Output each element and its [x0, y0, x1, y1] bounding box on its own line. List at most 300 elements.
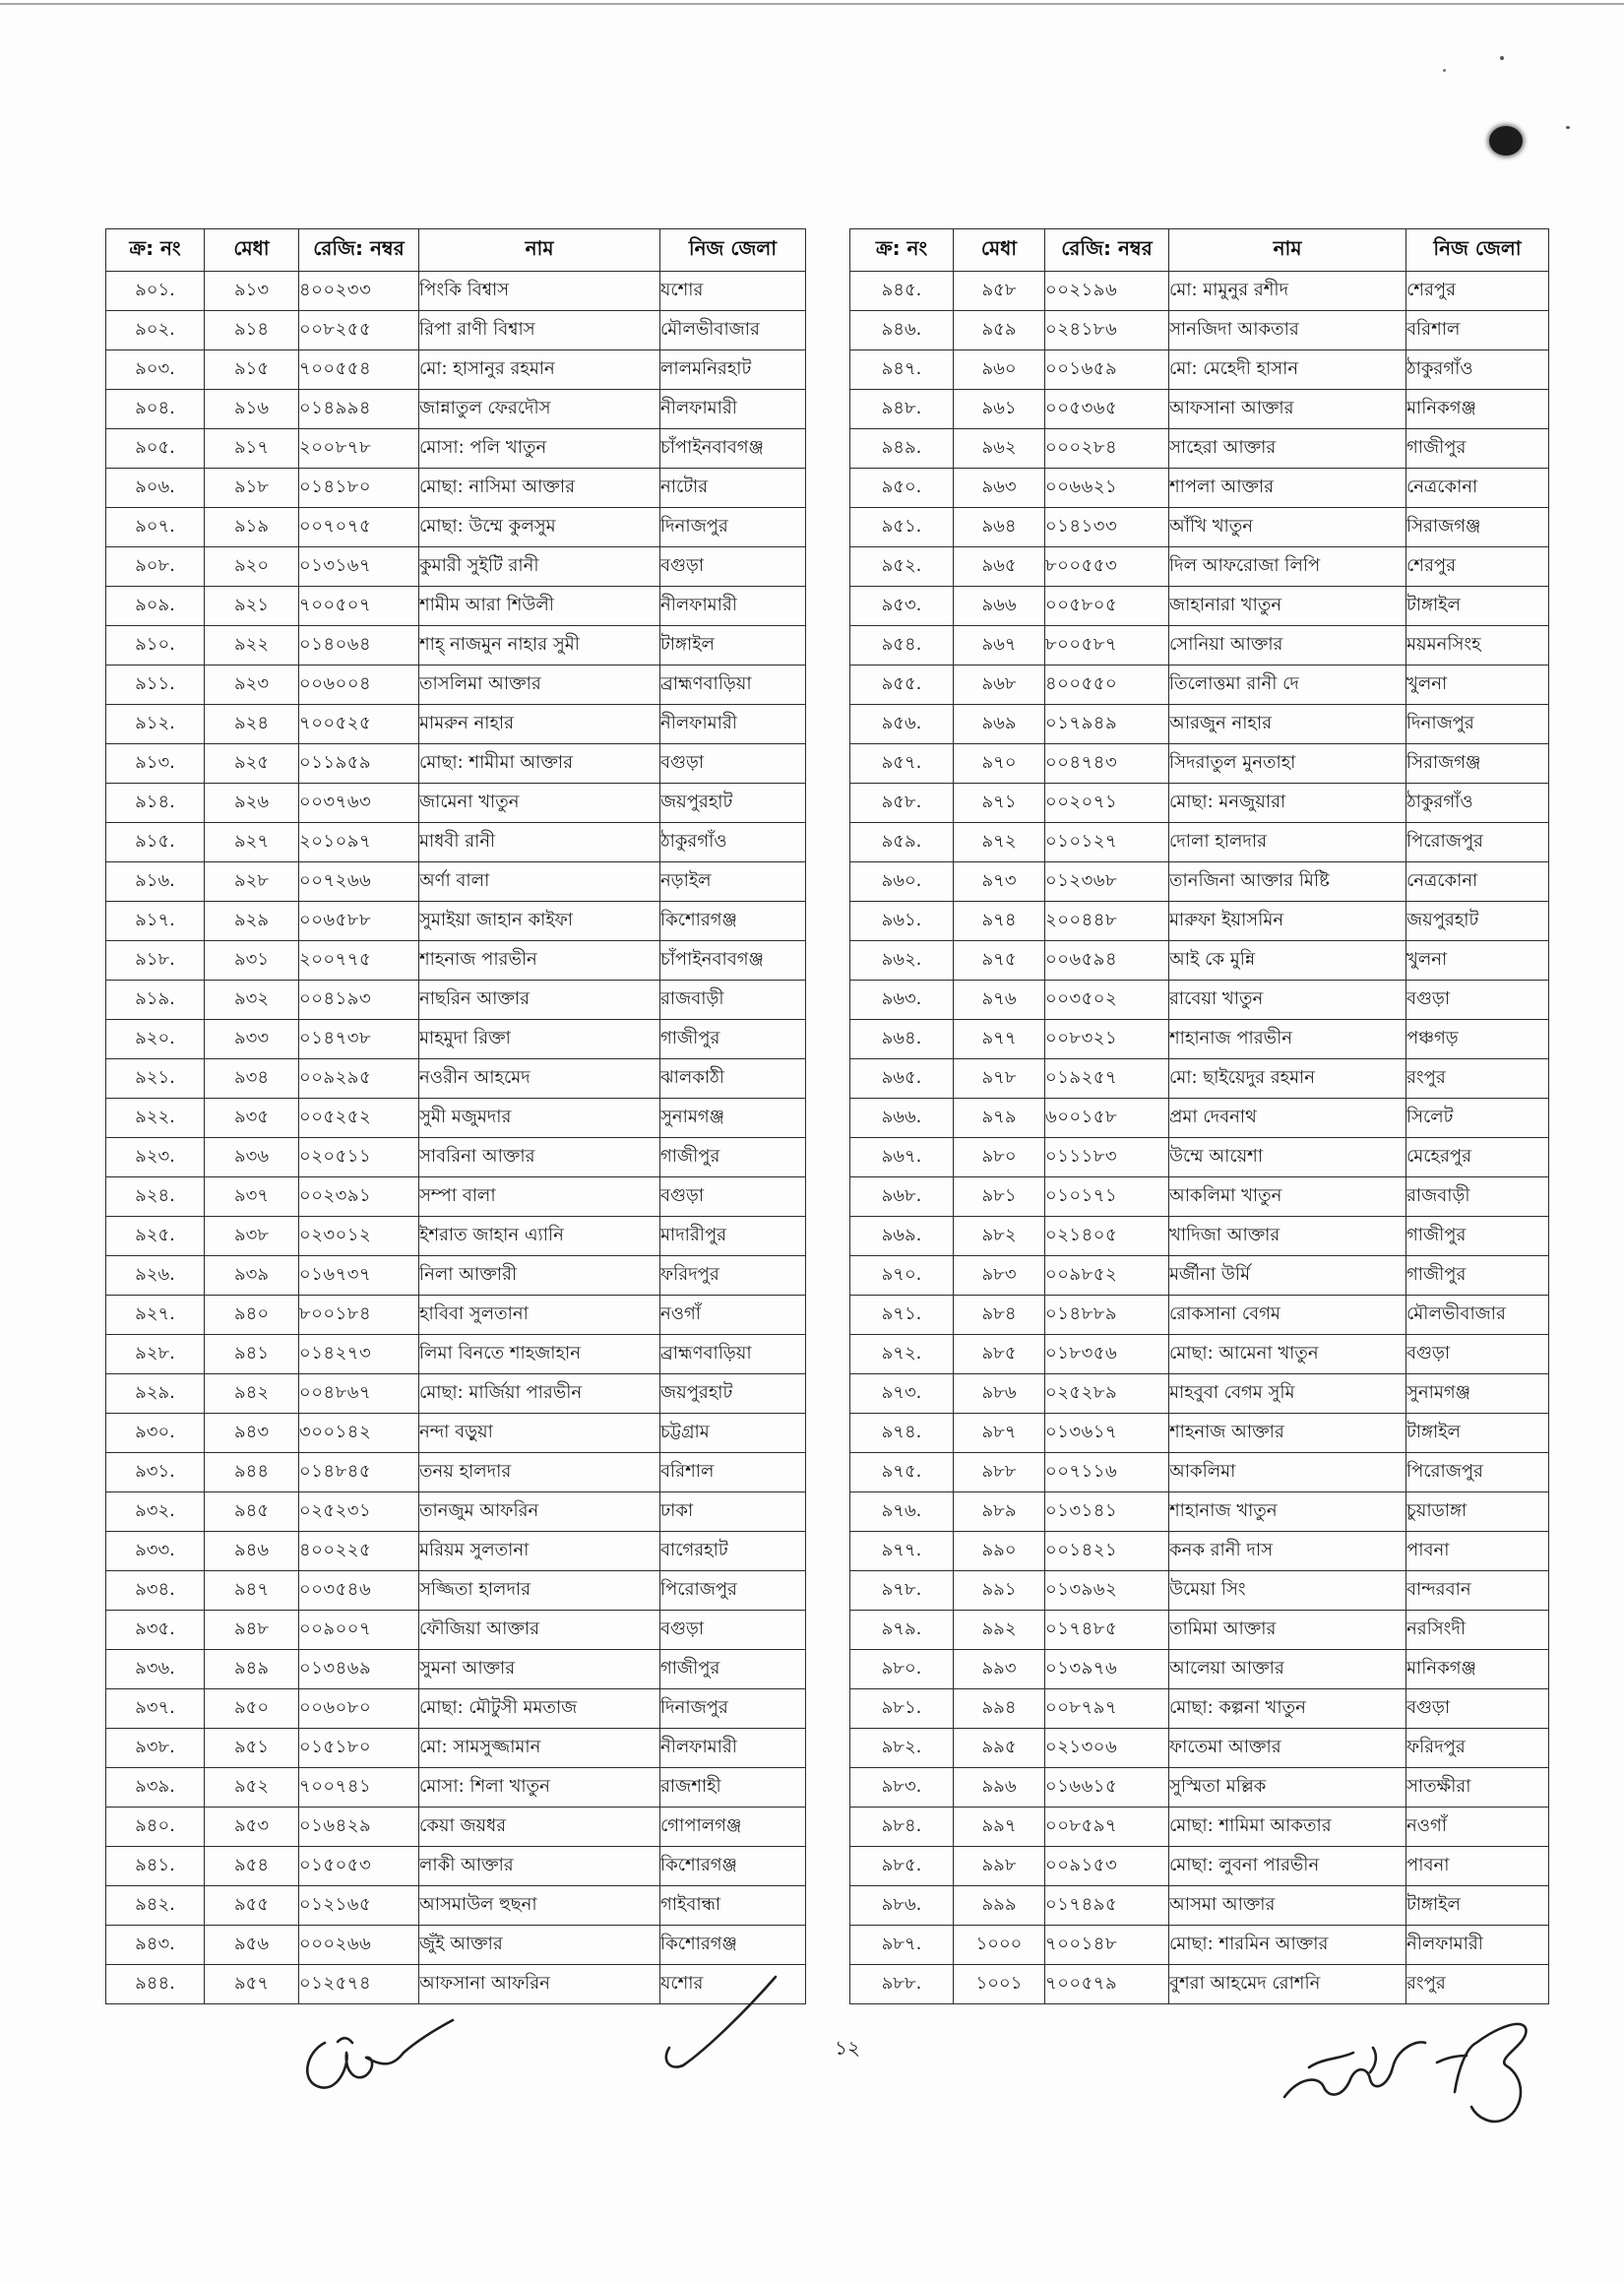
reg-no-cell: ০০৩৫০২ — [1045, 981, 1169, 1020]
district-cell: দিনাজপুর — [660, 1689, 806, 1729]
table-row — [106, 666, 806, 705]
serial-cell: ৯৩৮. — [106, 1729, 205, 1768]
merit-cell: ৯৮৫ — [954, 1335, 1045, 1374]
serial-cell: ৯৩৩. — [106, 1532, 205, 1571]
table-body — [850, 272, 1549, 2004]
district-cell: নেত্রকোনা — [1406, 469, 1549, 508]
reg-no-cell: ৪০০৫৫০ — [1045, 666, 1169, 705]
reg-no-cell: ০১২৩৬৮ — [1045, 862, 1169, 902]
merit-cell: ৯৪১ — [205, 1335, 299, 1374]
merit-cell: ৯৫৮ — [954, 272, 1045, 311]
district-cell: যশোর — [660, 1965, 806, 2004]
name-cell: খাদিজা আক্তার — [1169, 1217, 1406, 1256]
table-row — [850, 1492, 1549, 1532]
reg-no-cell: ০১৪১৩৩ — [1045, 508, 1169, 547]
serial-cell: ৯৬৩. — [850, 981, 954, 1020]
serial-cell: ৯০১. — [106, 272, 205, 311]
name-cell: মো: ছাইয়েদুর রহমান — [1169, 1059, 1406, 1099]
reg-no-cell: ৭০০৫২৫ — [299, 705, 419, 744]
table-row — [850, 1453, 1549, 1492]
table-row — [106, 1689, 806, 1729]
district-cell: চুয়াডাঙ্গা — [1406, 1492, 1549, 1532]
table-row — [106, 390, 806, 429]
reg-no-cell: ০১৬৬১৫ — [1045, 1768, 1169, 1808]
serial-cell: ৯৩৭. — [106, 1689, 205, 1729]
merit-cell: ৯৬৩ — [954, 469, 1045, 508]
name-cell: তানজুম আফরিন — [419, 1492, 660, 1532]
table-row — [850, 547, 1549, 587]
reg-no-cell: ০০৩৭৬৩ — [299, 784, 419, 823]
name-cell: অর্ণা বালা — [419, 862, 660, 902]
reg-no-cell: ০০৮৩২১ — [1045, 1020, 1169, 1059]
table-row — [106, 1256, 806, 1296]
name-cell: আরজুন নাহার — [1169, 705, 1406, 744]
district-cell: জয়পুরহাট — [660, 1374, 806, 1414]
merit-cell: ৯৮৮ — [954, 1453, 1045, 1492]
reg-no-cell: ০১৪৯৯৪ — [299, 390, 419, 429]
serial-cell: ৯৫৭. — [850, 744, 954, 784]
serial-cell: ৯৪২. — [106, 1886, 205, 1926]
reg-no-cell: ৬০০১৫৮ — [1045, 1099, 1169, 1138]
name-cell: নাছরিন আক্তার — [419, 981, 660, 1020]
district-cell: বগুড়া — [660, 1611, 806, 1650]
reg-no-cell: ০১৩১৪১ — [1045, 1492, 1169, 1532]
table-row — [106, 272, 806, 311]
name-cell: মারুফা ইয়াসমিন — [1169, 902, 1406, 941]
merit-cell: ৯১৩ — [205, 272, 299, 311]
table-row — [106, 350, 806, 390]
table-row — [106, 862, 806, 902]
merit-cell: ৯৩২ — [205, 981, 299, 1020]
reg-no-cell: ০১৩৯৭৬ — [1045, 1650, 1169, 1689]
table-row — [106, 587, 806, 626]
district-cell: দিনাজপুর — [660, 508, 806, 547]
merit-cell: ৯৬১ — [954, 390, 1045, 429]
district-cell: রংপুর — [1406, 1965, 1549, 2004]
table-header-row — [850, 229, 1549, 272]
table-row — [850, 1217, 1549, 1256]
name-cell: কুমারী সুইটি রানী — [419, 547, 660, 587]
serial-cell: ৯৬৫. — [850, 1059, 954, 1099]
serial-cell: ৯৫৮. — [850, 784, 954, 823]
merit-cell: ৯৬৫ — [954, 547, 1045, 587]
serial-cell: ৯৮৩. — [850, 1768, 954, 1808]
name-cell: মরিয়ম সুলতানা — [419, 1532, 660, 1571]
reg-no-cell: ০০২৩৯১ — [299, 1177, 419, 1217]
serial-cell: ৯২৮. — [106, 1335, 205, 1374]
table-row — [106, 1335, 806, 1374]
table-row — [850, 1886, 1549, 1926]
district-cell: ফরিদপুর — [660, 1256, 806, 1296]
name-cell: দিল আফরোজা লিপি — [1169, 547, 1406, 587]
name-cell: মো: হাসানুর রহমান — [419, 350, 660, 390]
table-row — [106, 508, 806, 547]
table-row — [106, 429, 806, 469]
name-cell: লিমা বিনতে শাহজাহান — [419, 1335, 660, 1374]
reg-no-cell: ০১১১৮৩ — [1045, 1138, 1169, 1177]
district-cell: কিশোরগঞ্জ — [660, 902, 806, 941]
merit-cell: ৯২০ — [205, 547, 299, 587]
district-cell: নীলফামারী — [1406, 1926, 1549, 1965]
merit-cell: ৯৭২ — [954, 823, 1045, 862]
merit-cell: ৯১৭ — [205, 429, 299, 469]
table-row — [850, 469, 1549, 508]
reg-no-cell: ০০৬০৮০ — [299, 1689, 419, 1729]
merit-cell: ৯৩৯ — [205, 1256, 299, 1296]
reg-no-cell: ০২৩০১২ — [299, 1217, 419, 1256]
merit-cell: ৯৯৭ — [954, 1808, 1045, 1847]
merit-cell: ৯৮৪ — [954, 1296, 1045, 1335]
merit-cell: ৯৪৪ — [205, 1453, 299, 1492]
merit-cell: ৯৬৬ — [954, 587, 1045, 626]
district-cell: গাজীপুর — [1406, 1256, 1549, 1296]
table-row — [850, 705, 1549, 744]
serial-cell: ৯৫০. — [850, 469, 954, 508]
district-cell: গাজীপুর — [660, 1020, 806, 1059]
serial-cell: ৯৮৭. — [850, 1926, 954, 1965]
serial-cell: ৯৬৯. — [850, 1217, 954, 1256]
serial-cell: ৯১৪. — [106, 784, 205, 823]
reg-no-cell: ০১০১৭১ — [1045, 1177, 1169, 1217]
table-row — [106, 1571, 806, 1611]
name-cell: মোছা: মৌটুসী মমতাজ — [419, 1689, 660, 1729]
district-cell: চাঁপাইনবাবগঞ্জ — [660, 941, 806, 981]
serial-cell: ৯৮৫. — [850, 1847, 954, 1886]
name-cell: সুমী মজুমদার — [419, 1099, 660, 1138]
serial-cell: ৯৬৬. — [850, 1099, 954, 1138]
merit-cell: ৯৫১ — [205, 1729, 299, 1768]
table-row — [106, 941, 806, 981]
merit-cell: ৯৪৭ — [205, 1571, 299, 1611]
table-row — [850, 1335, 1549, 1374]
serial-cell: ৯১০. — [106, 626, 205, 666]
merit-cell: ৯৭৬ — [954, 981, 1045, 1020]
serial-cell: ৯২৬. — [106, 1256, 205, 1296]
table-row — [850, 744, 1549, 784]
merit-cell: ৯৫৭ — [205, 1965, 299, 2004]
serial-cell: ৯০৪. — [106, 390, 205, 429]
serial-cell: ৯৩০. — [106, 1414, 205, 1453]
district-cell: ফরিদপুর — [1406, 1729, 1549, 1768]
name-cell: আলেয়া আক্তার — [1169, 1650, 1406, 1689]
district-cell: মেহেরপুর — [1406, 1138, 1549, 1177]
reg-no-cell: ৭০০১৪৮ — [1045, 1926, 1169, 1965]
column-header-reg-no: রেজি: নম্বর — [299, 229, 419, 272]
serial-cell: ৯৭৪. — [850, 1414, 954, 1453]
serial-cell: ৯২৩. — [106, 1138, 205, 1177]
reg-no-cell: ০০৭২৬৬ — [299, 862, 419, 902]
district-cell: কিশোরগঞ্জ — [660, 1926, 806, 1965]
district-cell: নীলফামারী — [660, 1729, 806, 1768]
merit-cell: ৯৬৯ — [954, 705, 1045, 744]
reg-no-cell: ০০৬৫৮৮ — [299, 902, 419, 941]
district-cell: বগুড়া — [660, 547, 806, 587]
reg-no-cell: ০০৯২৯৫ — [299, 1059, 419, 1099]
table-row — [106, 1138, 806, 1177]
name-cell: লাকী আক্তার — [419, 1847, 660, 1886]
name-cell: শাপলা আক্তার — [1169, 469, 1406, 508]
table-row — [850, 1059, 1549, 1099]
reg-no-cell: ২০০৭৭৫ — [299, 941, 419, 981]
table-body — [106, 272, 806, 2004]
serial-cell: ৯৮৬. — [850, 1886, 954, 1926]
merit-cell: ৯৪৬ — [205, 1532, 299, 1571]
table-row — [106, 1099, 806, 1138]
district-cell: মানিকগঞ্জ — [1406, 1650, 1549, 1689]
name-cell: ফৌজিয়া আক্তার — [419, 1611, 660, 1650]
merit-cell: ৯৯৫ — [954, 1729, 1045, 1768]
table-row — [850, 390, 1549, 429]
merit-cell: ৯৮৬ — [954, 1374, 1045, 1414]
reg-no-cell: ০১২৫৭৪ — [299, 1965, 419, 2004]
serial-cell: ৯১৩. — [106, 744, 205, 784]
name-cell: মোছা: কল্পনা খাতুন — [1169, 1689, 1406, 1729]
merit-cell: ৯৬৮ — [954, 666, 1045, 705]
name-cell: সাহেরা আক্তার — [1169, 429, 1406, 469]
district-cell: ঠাকুরগাঁও — [1406, 350, 1549, 390]
serial-cell: ৯৮০. — [850, 1650, 954, 1689]
table-row — [850, 311, 1549, 350]
reg-no-cell: ০১৬৭৩৭ — [299, 1256, 419, 1296]
serial-cell: ৯২০. — [106, 1020, 205, 1059]
serial-cell: ৯৭৫. — [850, 1453, 954, 1492]
merit-cell: ৯৩৬ — [205, 1138, 299, 1177]
reg-no-cell: ০০১৪২১ — [1045, 1532, 1169, 1571]
name-cell: দোলা হালদার — [1169, 823, 1406, 862]
merit-cell: ৯৯৪ — [954, 1689, 1045, 1729]
table-row — [106, 823, 806, 862]
name-cell: রোকসানা বেগম — [1169, 1296, 1406, 1335]
serial-cell: ৯৪৭. — [850, 350, 954, 390]
name-cell: মোছা: শামীমা আক্তার — [419, 744, 660, 784]
district-cell: রাজবাড়ী — [660, 981, 806, 1020]
name-cell: সুমনা আক্তার — [419, 1650, 660, 1689]
table-row — [106, 1492, 806, 1532]
district-cell: সিরাজগঞ্জ — [1406, 744, 1549, 784]
merit-cell: ৯৭০ — [954, 744, 1045, 784]
name-cell: শাহনাজ পারভীন — [419, 941, 660, 981]
page-number: ১২ — [835, 2036, 860, 2060]
table-row — [106, 1650, 806, 1689]
merit-cell: ৯১৬ — [205, 390, 299, 429]
column-header-reg-no: রেজি: নম্বর — [1045, 229, 1169, 272]
merit-cell: ৯২৩ — [205, 666, 299, 705]
serial-cell: ৯৭০. — [850, 1256, 954, 1296]
name-cell: শাহ্ নাজমুন নাহার সুমী — [419, 626, 660, 666]
serial-cell: ৯৩৬. — [106, 1650, 205, 1689]
district-cell: গাইবান্ধা — [660, 1886, 806, 1926]
table-row — [850, 1532, 1549, 1571]
name-cell: মোছা: নাসিমা আক্তার — [419, 469, 660, 508]
reg-no-cell: ৮০০৫৫৩ — [1045, 547, 1169, 587]
name-cell: আফসানা আক্তার — [1169, 390, 1406, 429]
merit-cell: ৯৯৯ — [954, 1886, 1045, 1926]
table-row — [850, 1650, 1549, 1689]
district-cell: কিশোরগঞ্জ — [660, 1847, 806, 1886]
name-cell: হাবিবা সুলতানা — [419, 1296, 660, 1335]
reg-no-cell: ০১৪৮৪৫ — [299, 1453, 419, 1492]
serial-cell: ৯৬০. — [850, 862, 954, 902]
serial-cell: ৯৪১. — [106, 1847, 205, 1886]
merit-cell: ৯৮৯ — [954, 1492, 1045, 1532]
reg-no-cell: ০০৮২৫৫ — [299, 311, 419, 350]
reg-no-cell: ০১৫০৫৩ — [299, 1847, 419, 1886]
merit-cell: ৯৩৫ — [205, 1099, 299, 1138]
reg-no-cell: ০১৪৭৩৮ — [299, 1020, 419, 1059]
scan-top-edge-line — [0, 3, 1624, 5]
district-cell: মৌলভীবাজার — [660, 311, 806, 350]
scan-speck — [1443, 69, 1446, 72]
district-cell: বরিশাল — [660, 1453, 806, 1492]
table-row — [850, 1099, 1549, 1138]
merit-cell: ৯৩৪ — [205, 1059, 299, 1099]
serial-cell: ৯৬৪. — [850, 1020, 954, 1059]
merit-cell: ৯২৪ — [205, 705, 299, 744]
serial-cell: ৯১৮. — [106, 941, 205, 981]
table-row — [850, 902, 1549, 941]
name-cell: মাধবী রানী — [419, 823, 660, 862]
table-row — [106, 1020, 806, 1059]
merit-cell: ৯৫০ — [205, 1689, 299, 1729]
serial-cell: ৯২৪. — [106, 1177, 205, 1217]
serial-cell: ৯৪৫. — [850, 272, 954, 311]
merit-cell: ৯১৯ — [205, 508, 299, 547]
district-cell: ঠাকুরগাঁও — [1406, 784, 1549, 823]
serial-cell: ৯৭৯. — [850, 1611, 954, 1650]
merit-cell: ৯৭৭ — [954, 1020, 1045, 1059]
table-row — [106, 1768, 806, 1808]
handwritten-signatures — [0, 1949, 1624, 2166]
serial-cell: ৯৩৯. — [106, 1768, 205, 1808]
name-cell: মোছা: শামিমা আকতার — [1169, 1808, 1406, 1847]
table-row — [106, 1177, 806, 1217]
table-row — [850, 823, 1549, 862]
merit-cell: ৯২৫ — [205, 744, 299, 784]
table-row — [106, 1729, 806, 1768]
table-row — [850, 272, 1549, 311]
serial-cell: ৯৪৪. — [106, 1965, 205, 2004]
signature-middle-stroke — [666, 1977, 776, 2067]
district-cell: সুনামগঞ্জ — [660, 1099, 806, 1138]
table-row — [106, 1374, 806, 1414]
reg-no-cell: ৪০০২২৫ — [299, 1532, 419, 1571]
reg-no-cell: ০১৩১৬৭ — [299, 547, 419, 587]
merit-cell: ৯২৯ — [205, 902, 299, 941]
name-cell: আই কে মুন্নি — [1169, 941, 1406, 981]
serial-cell: ৯০৬. — [106, 469, 205, 508]
district-cell: বাগেরহাট — [660, 1532, 806, 1571]
table-row — [106, 902, 806, 941]
district-cell: নীলফামারী — [660, 705, 806, 744]
name-cell: মোছা: লুবনা পারভীন — [1169, 1847, 1406, 1886]
column-header-district: নিজ জেলা — [1406, 229, 1549, 272]
name-cell: আকলিমা — [1169, 1453, 1406, 1492]
table-row — [106, 1296, 806, 1335]
reg-no-cell: ০০৪৭৪৩ — [1045, 744, 1169, 784]
name-cell: নিলা আক্তারী — [419, 1256, 660, 1296]
district-cell: নওগাঁ — [660, 1296, 806, 1335]
name-cell: আফসানা আফরিন — [419, 1965, 660, 2004]
name-cell: তনয় হালদার — [419, 1453, 660, 1492]
reg-no-cell: ০০৮৫৯৭ — [1045, 1808, 1169, 1847]
reg-no-cell: ৭০০৭৪১ — [299, 1768, 419, 1808]
name-cell: তিলোত্তমা রানী দে — [1169, 666, 1406, 705]
name-cell: মো: মামুনুর রশীদ — [1169, 272, 1406, 311]
serial-cell: ৯০৫. — [106, 429, 205, 469]
district-cell: নেত্রকোনা — [1406, 862, 1549, 902]
district-cell: পিরোজপুর — [1406, 1453, 1549, 1492]
district-cell: নড়াইল — [660, 862, 806, 902]
merit-cell: ৯৯২ — [954, 1611, 1045, 1650]
district-cell: চাঁপাইনবাবগঞ্জ — [660, 429, 806, 469]
district-cell: সিরাজগঞ্জ — [1406, 508, 1549, 547]
table-row — [106, 1453, 806, 1492]
reg-no-cell: ০১২১৬৫ — [299, 1886, 419, 1926]
merit-cell: ৯৬৪ — [954, 508, 1045, 547]
table-row — [106, 744, 806, 784]
name-cell: রিপা রাণী বিশ্বাস — [419, 311, 660, 350]
district-cell: ঠাকুরগাঁও — [660, 823, 806, 862]
merit-cell: ৯২৭ — [205, 823, 299, 862]
table-row — [106, 1847, 806, 1886]
merit-cell: ৯২৮ — [205, 862, 299, 902]
name-cell: মোছা: শারমিন আক্তার — [1169, 1926, 1406, 1965]
merit-cell: ৯৭১ — [954, 784, 1045, 823]
table-row — [106, 311, 806, 350]
table-row — [106, 1611, 806, 1650]
district-cell: পাবনা — [1406, 1532, 1549, 1571]
reg-no-cell: ০০৬০০৪ — [299, 666, 419, 705]
district-cell: বগুড়া — [1406, 981, 1549, 1020]
merit-cell: ৯৪২ — [205, 1374, 299, 1414]
name-cell: সম্পা বালা — [419, 1177, 660, 1217]
name-cell: উমেয়া সিং — [1169, 1571, 1406, 1611]
reg-no-cell: ০১৮৩৫৬ — [1045, 1335, 1169, 1374]
name-cell: জামেনা খাতুন — [419, 784, 660, 823]
serial-cell: ৯৫৩. — [850, 587, 954, 626]
district-cell: বগুড়া — [1406, 1689, 1549, 1729]
merit-cell: ৯৭৯ — [954, 1099, 1045, 1138]
name-cell: সানজিদা আকতার — [1169, 311, 1406, 350]
district-cell: নরসিংদী — [1406, 1611, 1549, 1650]
serial-cell: ৯৭৬. — [850, 1492, 954, 1532]
merit-cell: ৯৯৬ — [954, 1768, 1045, 1808]
serial-cell: ৯৪৬. — [850, 311, 954, 350]
reg-no-cell: ০০৫৮০৫ — [1045, 587, 1169, 626]
table-row — [850, 1296, 1549, 1335]
serial-cell: ৯৬২. — [850, 941, 954, 981]
name-cell: আঁখি খাতুন — [1169, 508, 1406, 547]
reg-no-cell: ০১৭৯৪৯ — [1045, 705, 1169, 744]
district-cell: গোপালগঞ্জ — [660, 1808, 806, 1847]
serial-cell: ৯১৬. — [106, 862, 205, 902]
reg-no-cell: ০১৯২৫৭ — [1045, 1059, 1169, 1099]
table-row — [850, 784, 1549, 823]
district-cell: বগুড়া — [1406, 1335, 1549, 1374]
merit-cell: ৯৪৯ — [205, 1650, 299, 1689]
name-cell: শাহনাজ আক্তার — [1169, 1414, 1406, 1453]
reg-no-cell: ০০০২৬৬ — [299, 1926, 419, 1965]
merit-cell: ৯৭৩ — [954, 862, 1045, 902]
merit-cell: ৯১৮ — [205, 469, 299, 508]
serial-cell: ৯৭৩. — [850, 1374, 954, 1414]
district-cell: রাজশাহী — [660, 1768, 806, 1808]
district-cell: জয়পুরহাট — [1406, 902, 1549, 941]
merit-cell: ৯৩৮ — [205, 1217, 299, 1256]
district-cell: নীলফামারী — [660, 390, 806, 429]
table-row — [106, 1059, 806, 1099]
name-cell: নওরীন আহমেদ — [419, 1059, 660, 1099]
